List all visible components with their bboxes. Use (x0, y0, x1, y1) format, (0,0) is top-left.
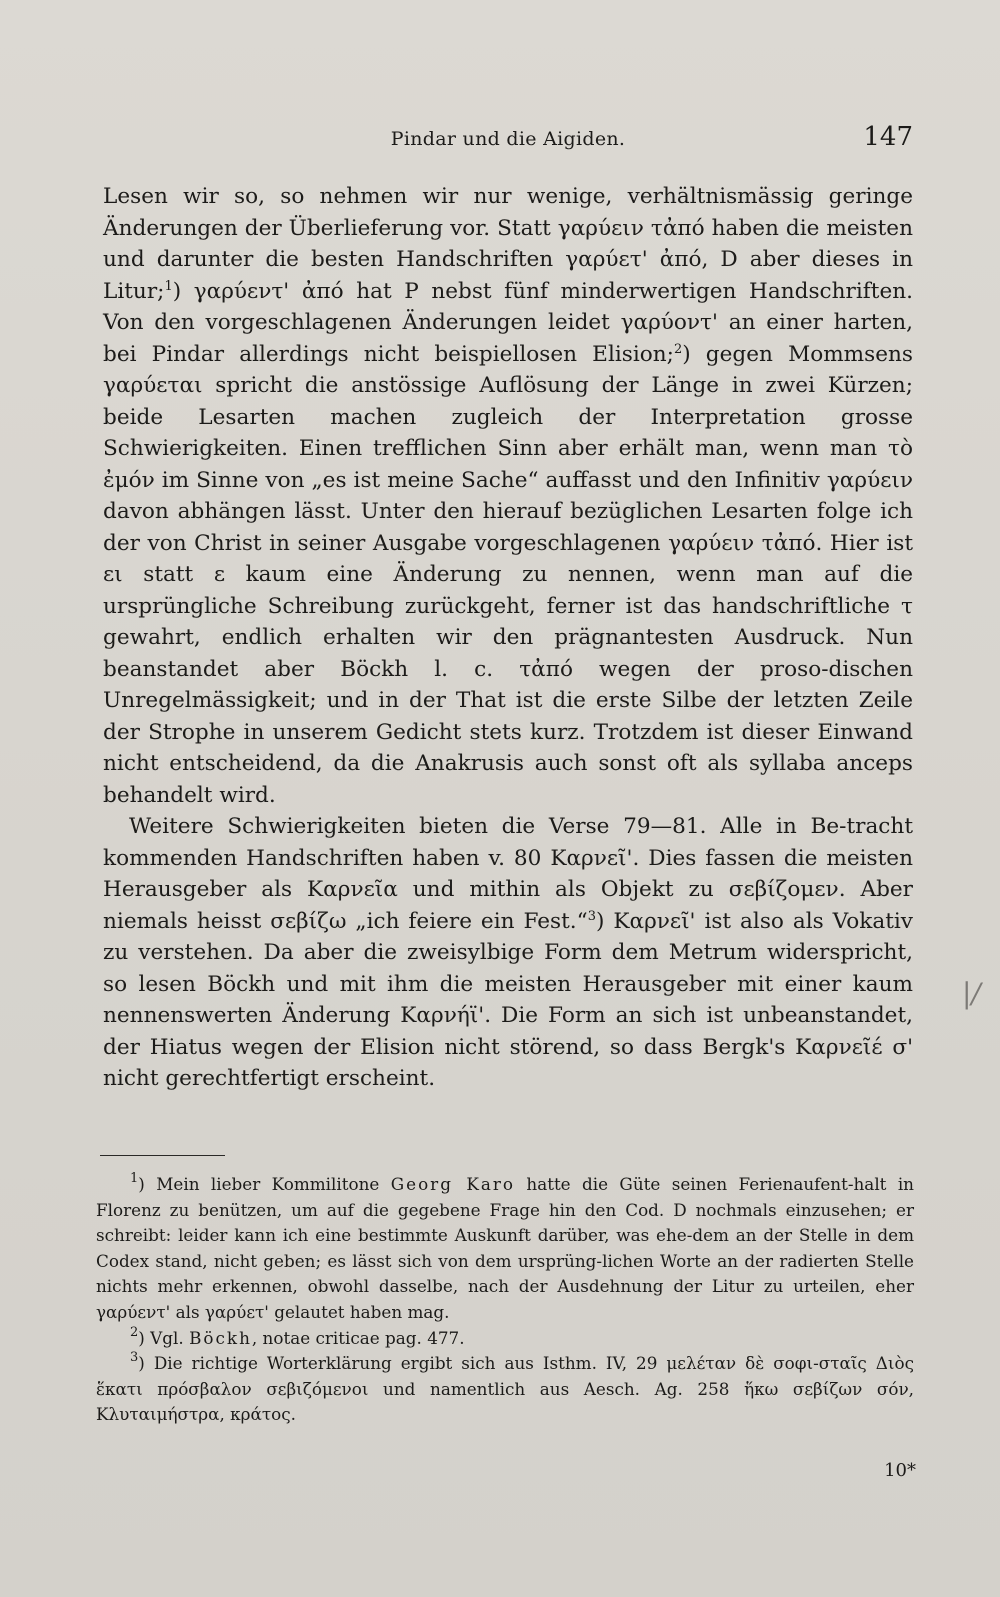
text-run: ) (172, 278, 194, 304)
text-run: ) Mein lieber Kommilitone (138, 1174, 391, 1194)
greek-text: γαρύειν τἀπό (668, 530, 816, 556)
name-spaced: Georg Karo (390, 1174, 515, 1194)
text-run: nicht gerechtfertigt erscheint. (103, 1066, 436, 1091)
footnote-marker: 3 (587, 908, 596, 924)
greek-text: Καρνεῖα (307, 877, 398, 902)
text-run: davon abhängen lässt. Unter den hierauf bezüglichen Lesarten folge ich der von Christ in seiner Ausgabe vorgeschlagenen (103, 499, 913, 556)
text-run: , notae criticae pag. 477. (251, 1327, 465, 1348)
text-run: und mithin als Objekt zu (397, 877, 729, 902)
text-run: im Sinne von „es ist meine Sache“ auffasst und den Infinitiv (154, 467, 827, 493)
text-run: „ich feiere ein Fest.“ (346, 908, 588, 934)
greek-text: μελέταν δὲ σοφι-σταῖς Διὸς ἕκατι πρόσβαλον σεβιζόμενοι (96, 1353, 914, 1399)
footnote (96, 1326, 914, 1352)
greek-text: Καρνεῖέ σ' (795, 1034, 914, 1060)
paragraph (103, 181, 913, 811)
greek-text: Καρνήϊ' (400, 1003, 485, 1028)
footnote-marker: 3 (130, 1350, 139, 1366)
signature-mark: 10* (884, 1460, 916, 1481)
greek-text: γαρύετ' (204, 1301, 269, 1322)
text-run: ) (595, 908, 614, 934)
text-run: gewahrt, endlich erhalten wir den prägnantesten Ausdruck. Nun beanstandet aber Böckh l. c. (103, 625, 913, 682)
text-run: . Aber niemals heisst (103, 877, 914, 934)
text-run: hatte die Güte seinen Ferienaufent-halt in Florenz zu benützen, um auf die gegebene Frage hin den Cod. D nochmals einzusehen; er schreibt: leider kann ich eine bestimmte Auskunft darüber, was ehe-dem an der Stelle in dem Codex stand, nicht geben; es lässt sich von dem ursprüng-lichen Worte an der radierten Stelle nichts mehr erkennen, obwohl dasselbe, nach der Ausdehnung der Litur zu urteilen, eher (96, 1174, 914, 1297)
text-run: ) gegen Mommsens (682, 341, 913, 367)
greek-text: Καρνεῖ' (613, 908, 696, 934)
footnote-marker: 2 (130, 1324, 139, 1340)
greek-text: ει (103, 562, 123, 587)
footnote (96, 1351, 914, 1428)
text-run: als (170, 1301, 205, 1322)
greek-text: γαρύειν (826, 467, 913, 493)
name-spaced: Böckh (189, 1327, 252, 1348)
text-run: ist also als Vokativ zu verstehen. Da aber die zweisylbige Form dem Metrum widerspricht, so lesen Böckh und mit ihm die meisten Herausgeber mit einer kaum nennenswerten Änderung (103, 908, 914, 1028)
greek-text: ἥκω σεβίζων σόν, Κλυταιμήστρα, κράτος (96, 1378, 915, 1425)
greek-text: γαρύεντ' (96, 1301, 171, 1322)
text-run: . Dies fassen die meisten Herausgeber als (103, 845, 913, 902)
greek-text: γαρύετ' ἀπό (565, 247, 702, 272)
text-run: ) Die richtige Worterklärung ergibt sich aus Isthm. IV, 29 (138, 1353, 667, 1374)
text-run: wegen der proso-dischen Unregelmässigkeit; und in der That ist die erste Silbe der letzten Zeile der Strophe in unserem Gedicht stets kurz. Trotzdem ist dieser Einwand nicht entscheidend, da die Anakrusis auch sonst oft als syllaba anceps behandelt wird. (103, 656, 913, 808)
greek-text: τὸ ἐμόν (103, 436, 913, 493)
greek-text: ε (213, 562, 226, 587)
footnote-marker: 2 (673, 341, 683, 357)
greek-text: γαρύεται (103, 373, 203, 398)
text-run: Weitere Schwierigkeiten bieten die Verse 79—81. Alle in Be-tracht kommenden Handschriften haben v. 80 (103, 814, 913, 871)
text-run: hat P nebst fünf minderwertigen Handschriften. Von den vorgeschlagenen Änderungen leidet (103, 278, 913, 335)
footnote-rule (100, 1155, 225, 1156)
text-run: kaum eine Änderung zu nennen, wenn man auf die ursprüngliche Schreibung zurückgeht, ferner ist das handschriftliche (103, 562, 914, 619)
greek-text: γαρύοντ' (620, 310, 718, 335)
text-run: ) Vgl. (138, 1327, 190, 1348)
greek-text: γαρύειν τἀπό (557, 215, 705, 241)
greek-text: σεβίζω (270, 908, 347, 934)
footnotes (96, 1172, 914, 1428)
text-run: und namentlich aus Aesch. Ag. 258 (368, 1378, 745, 1399)
text-run: spricht die anstössige Auflösung der Länge in zwei Kürzen; beide Lesarten machen zugleich der Interpretation grosse Schwierigkeiten. Einen trefflichen Sinn aber erhält man, wenn man (103, 373, 913, 461)
margin-pencil-mark: |/ (962, 977, 981, 1010)
text-run: . Hier ist (815, 530, 913, 556)
text-run: an einer harten, bei Pindar allerdings nicht beispiellosen Elision; (103, 310, 914, 367)
text-run: Lesen wir so, so nehmen wir nur wenige, verhältnismässig geringe Änderungen der Überlieferung vor. Statt (103, 184, 913, 241)
greek-text: γαρύεντ' ἀπό (193, 278, 344, 304)
footnote-marker: 1 (130, 1171, 139, 1186)
running-head (103, 122, 913, 158)
greek-text: τ (901, 593, 913, 619)
text-run: , D aber dieses in Litur; (103, 247, 913, 304)
text-run: statt (122, 562, 214, 587)
text-run: haben die meisten und darunter die besten Handschriften (103, 215, 913, 272)
page-number: 147 (863, 122, 913, 152)
greek-text: Καρνεῖ' (550, 845, 633, 871)
footnote-marker: 1 (164, 278, 173, 294)
paragraph (103, 811, 913, 1095)
text-run: gelautet haben mag. (268, 1301, 450, 1322)
text-run: . (290, 1404, 296, 1425)
greek-text: τἀπό (519, 656, 573, 682)
body-text (103, 181, 913, 1095)
greek-text: σεβίζομεν (728, 877, 839, 902)
running-title: Pindar und die Aigiden. (390, 128, 626, 150)
footnote (96, 1172, 914, 1326)
text-run: . Die Form an sich ist unbeanstandet, der Hiatus wegen der Elision nicht störend, so dass Bergk's (103, 1003, 913, 1060)
